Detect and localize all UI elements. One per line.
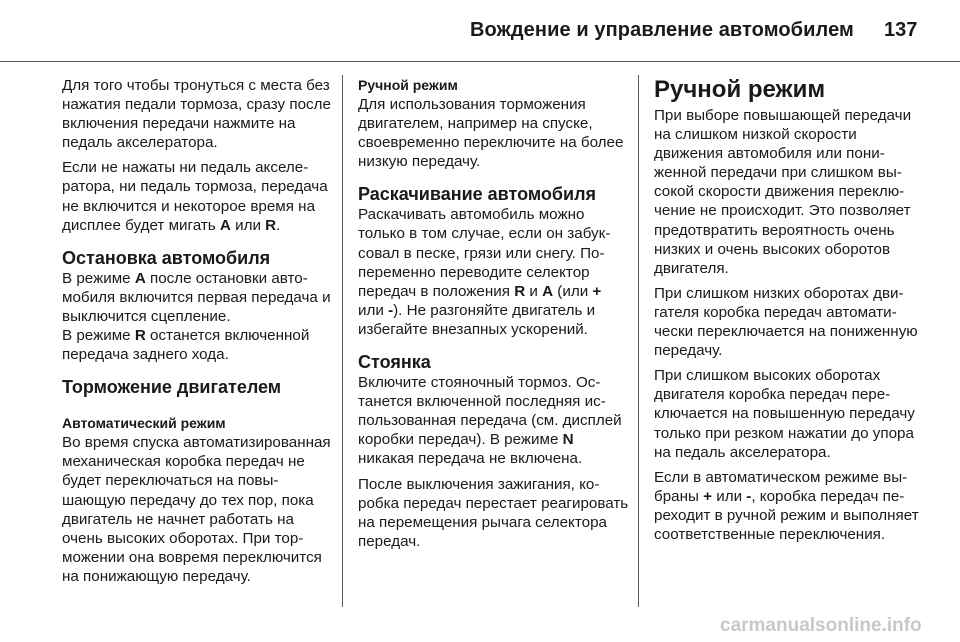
paragraph: При выборе повышающей передачи на слишком низкой скорости движения автомобиля или пониженной передачи при слишком высокой скорости движения переключение не происходит. Это позволяет предотвратить вероятность очень низких и очень высоких оборотов двигателя. xyxy=(654,107,912,277)
page-header xyxy=(0,0,960,62)
page-number: 137 xyxy=(884,19,918,41)
header-divider xyxy=(0,61,960,62)
paragraph: При слишком высоких оборотах двигателя коробка передач переключается на повышенную передачу только при резком нажатии до упора на педаль акселератора. xyxy=(654,367,915,461)
section-heading: Стоянка xyxy=(358,352,431,373)
paragraph: Для использования торможения двигателем, например на спуске, своевременно переключите на более низкую передачу. xyxy=(358,96,624,171)
paragraph: В режиме R останется включенной передача заднего хода. xyxy=(62,327,310,364)
column-3 xyxy=(654,76,926,550)
section-heading: Раскачивание автомобиля xyxy=(358,184,597,205)
paragraph: Включите стояночный тормоз. Останется включенной последняя использованная передача (см. дисплей коробки передач). В режиме N никакая передача не включена. xyxy=(358,374,622,468)
paragraph: Для того чтобы тронуться с места без нажатия педали тормоза, сразу после включения передачи нажмите на педаль акселератора. xyxy=(62,77,331,152)
column-1 xyxy=(62,76,334,592)
paragraph: Во время спуска автоматизированная механическая коробка передач не будет переключаться на повышающую передачу до тех пор, пока двигатель не начнет работать на очень высоких оборотах. При торможении она вовремя переключится на понижающую передачу. xyxy=(62,434,331,585)
watermark: carmanualsonline.info xyxy=(720,615,922,636)
column-2 xyxy=(358,76,630,557)
paragraph: В режиме A после остановки автомобиля включится первая передача и выключится сцепление. xyxy=(62,269,331,325)
paragraph: При слишком низких оборотах двигателя коробка передач автоматически переключается на пониженную передачу. xyxy=(654,284,918,360)
paragraph: Если в автоматическом режиме выбраны + или -, коробка передач переходит в ручной режим и выполняет соответственные переключения. xyxy=(654,468,919,543)
column-divider-2 xyxy=(638,75,639,607)
paragraph: После выключения зажигания, коробка передач перестает реагировать на перемещения рычага селектора передач. xyxy=(358,475,629,550)
section-heading: Ручной режим xyxy=(654,76,826,103)
section-heading: Остановка автомобиля xyxy=(62,247,271,268)
section-heading: Торможение двигателем xyxy=(62,377,282,398)
column-divider-1 xyxy=(342,75,343,607)
paragraph: Раскачивать автомобиль можно только в том случае, если он забуксовал в песке, грязи или снегу. Попеременно переводите селектор передач в положения R и A (или + или -). Не разгоняйте двигатель и избегайте внезапных ускорений. xyxy=(358,206,611,338)
subsection-heading: Автоматический режим xyxy=(62,415,226,432)
paragraph: Если не нажаты ни педаль акселератора, ни педаль тормоза, передача не включится и некоторое время на дисплее будет мигать A или R. xyxy=(62,159,328,234)
subsection-heading: Ручной режим xyxy=(358,77,458,93)
header-title: Вождение и управление автомобилем xyxy=(470,19,854,41)
